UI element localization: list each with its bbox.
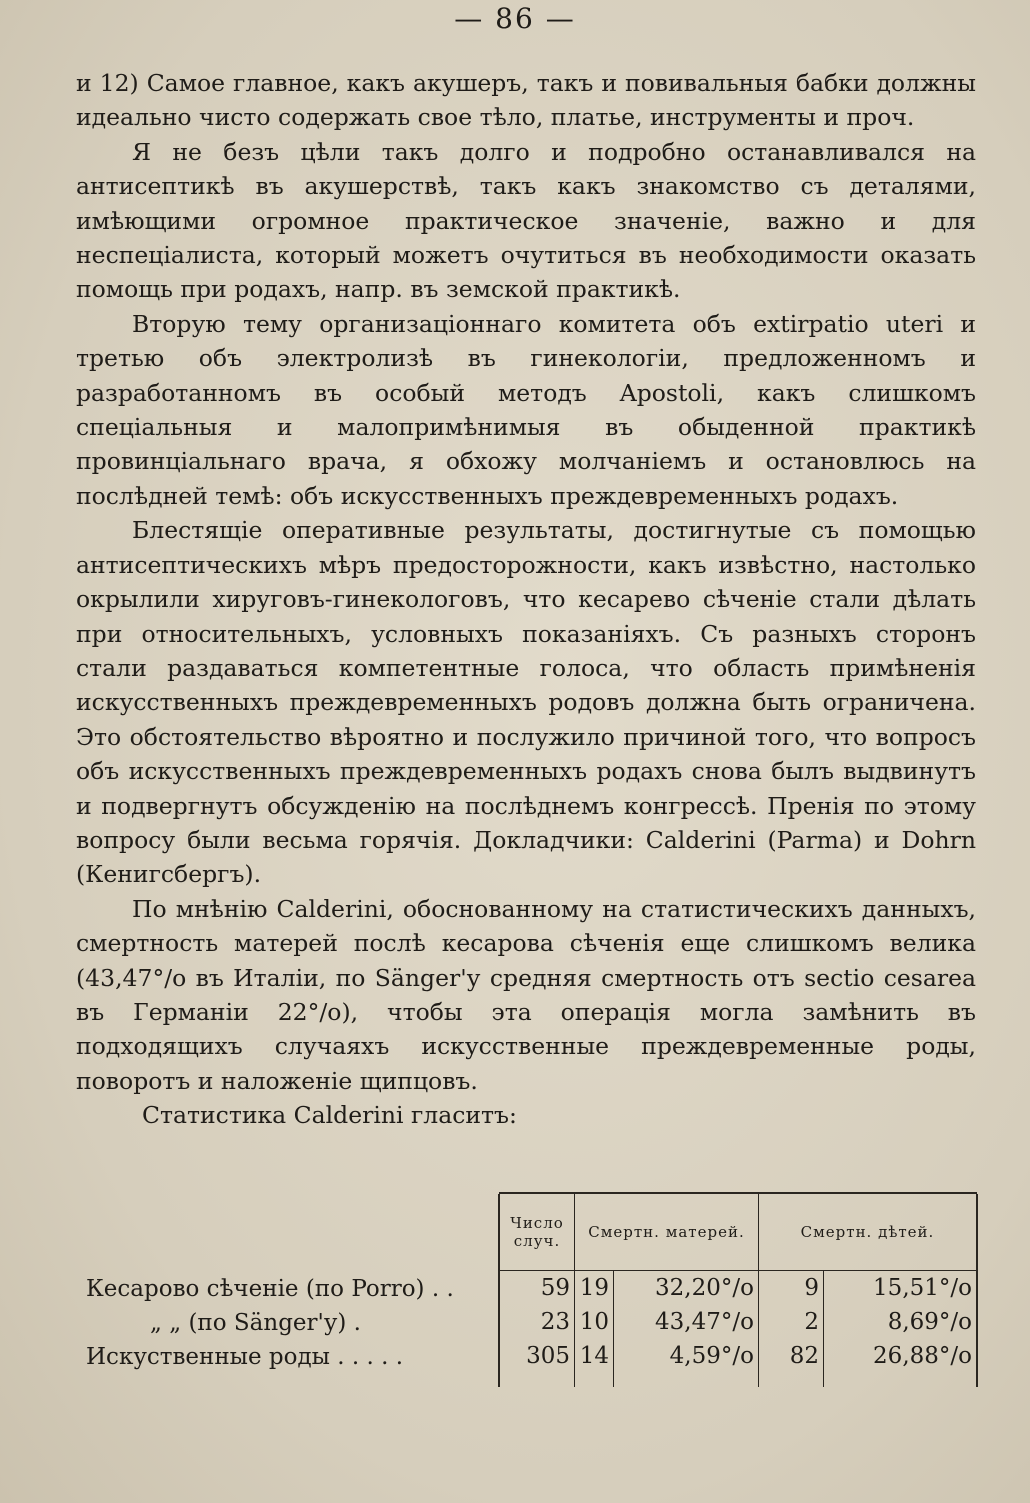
cell-children-percent: 8,69°/o	[823, 1305, 977, 1339]
cell-cases: 305	[499, 1339, 575, 1373]
cell-children-count: 82	[758, 1339, 823, 1373]
paragraph-4: Блестящіе оперативные результаты, достигнутые съ помощью антисептическихъ мѣръ предосторожности, какъ извѣстно, настолько окрылили хируговъ-гинекологовъ, что кесарево сѣченіе стали дѣлать при относительныхъ, условныхъ показаніяхъ. Съ разныхъ сторонъ стали раздаваться компетентные голоса, что область примѣненія искусственныхъ преждевременныхъ родовъ должна быть ограничена. Это обстоятельство вѣроятно и послужило причиной того, что вопросъ объ искусственныхъ преждевременныхъ родахъ снова былъ выдвинутъ и подвергнутъ обсужденію на послѣднемъ конгрессѣ. Пренія по этому вопросу были весьма горячія. Докладчики: Calderini (Parma) и Dohrn (Кенигсбергъ).	[76, 516, 976, 889]
row-labels	[86, 1272, 496, 1374]
header-children: Смертн. дѣтей.	[758, 1194, 977, 1271]
cell-mothers-percent: 43,47°/o	[614, 1305, 759, 1339]
cell-mothers-count: 19	[575, 1271, 614, 1306]
cell-children-count: 9	[758, 1271, 823, 1306]
table-row	[499, 1339, 977, 1373]
cell-children-count: 2	[758, 1305, 823, 1339]
row-label-artificial: Искуственные роды . . . . .	[86, 1344, 404, 1370]
cell-cases: 23	[499, 1305, 575, 1339]
paragraph-3: Вторую тему организаціоннаго комитета объ extirpatio uteri и третью объ электролизѣ въ гинекологіи, предложенномъ и разработанномъ въ особый методъ Apostoli, какъ слишкомъ спеціальныя и малопримѣнимыя въ обыденной практикѣ провинціальнаго врача, я обхожу молчаніемъ и остановлюсь на послѣдней темѣ: объ искусственныхъ преждевременныхъ родахъ.	[76, 309, 976, 510]
body-text	[76, 66, 976, 1133]
cell-mothers-percent: 32,20°/o	[614, 1271, 759, 1306]
paragraph-1: и 12) Самое главное, какъ акушеръ, такъ и повивальныя бабки должны идеально чисто содержать свое тѣло, платье, инструменты и проч.	[76, 69, 976, 132]
cell-mothers-count: 10	[575, 1305, 614, 1339]
cell-mothers-count: 14	[575, 1339, 614, 1373]
table-row	[499, 1305, 977, 1339]
header-mothers: Смертн. матерей.	[575, 1194, 759, 1271]
cell-children-percent: 15,51°/o	[823, 1271, 977, 1306]
cell-children-percent: 26,88°/o	[823, 1339, 977, 1373]
page-number: — 86 —	[454, 2, 576, 35]
table-intro: Статистика Calderini гласитъ:	[142, 1101, 517, 1130]
row-label-porro: Кесарово сѣченіе (по Porro) . .	[86, 1276, 454, 1302]
cell-mothers-percent: 4,59°/o	[614, 1339, 759, 1373]
cell-cases: 59	[499, 1271, 575, 1306]
paragraph-2: Я не безъ цѣли такъ долго и подробно останавливался на антисептикѣ въ акушерствѣ, такъ какъ знакомство съ деталями, имѣющими огромное практическое значеніе, важно и для неспеціалиста, который можетъ очутиться въ необходимости оказать помощь при родахъ, напр. въ земской практикѣ.	[76, 137, 976, 304]
row-label-sanger: „ „ (по Sänger'у) .	[150, 1310, 361, 1336]
table-row	[499, 1271, 977, 1306]
statistics-table	[498, 1192, 978, 1387]
statistics-table-block	[86, 1192, 986, 1412]
paragraph-5: По мнѣнію Calderini, обоснованному на статистическихъ данныхъ, смертность матерей послѣ кесарова сѣченія еще слишкомъ велика (43,47°/o въ Италіи, по Sänger'у средняя смертность отъ sectio cesarea въ Германіи 22°/o), чтобы эта операція могла замѣнить въ подходящихъ случаяхъ искусственные преждевременные роды, поворотъ и наложеніе щипцовъ.	[76, 894, 976, 1095]
header-cases: Число случ.	[499, 1194, 575, 1271]
